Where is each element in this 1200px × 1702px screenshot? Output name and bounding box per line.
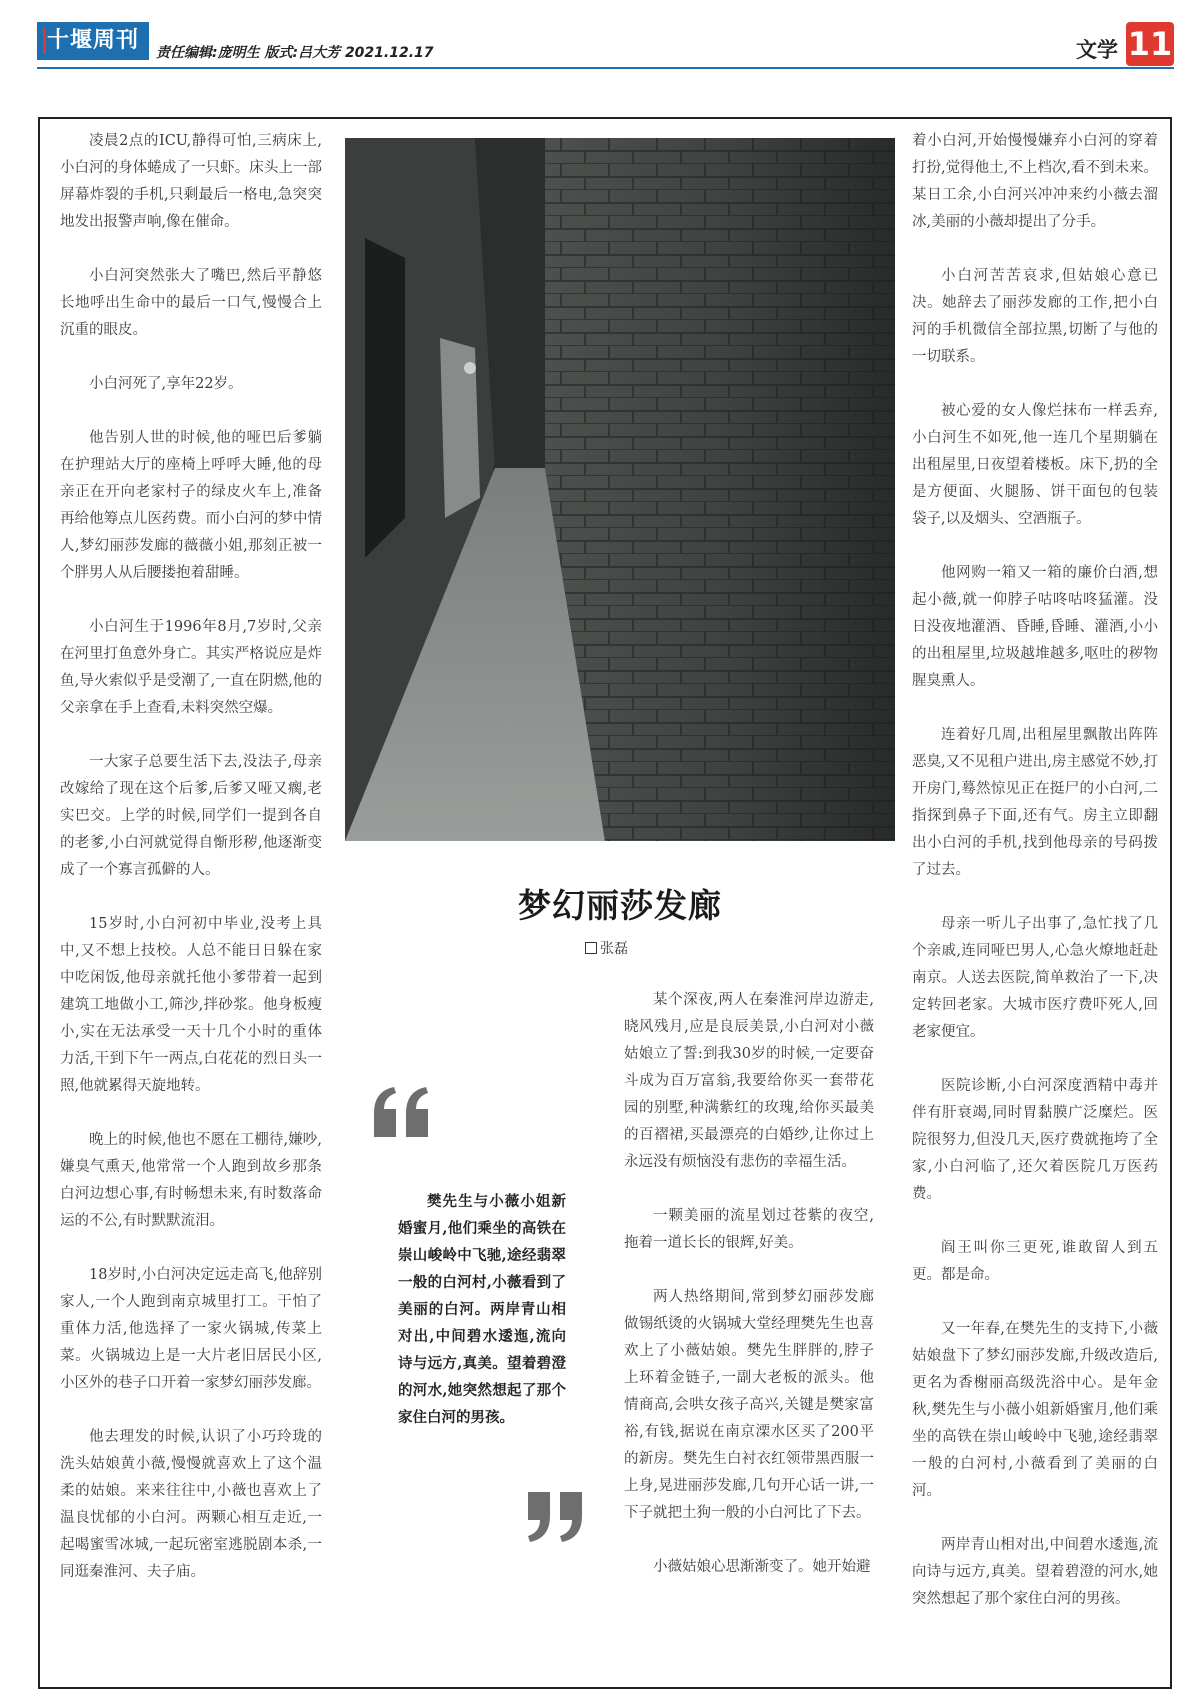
paragraph: 小白河生于1996年8月,7岁时,父亲在河里打鱼意外身亡。其实严格说应是炸鱼,导火索似乎是受潮了,一直在阴燃,他的父亲拿在手上查看,未料突然空爆。 bbox=[60, 619, 322, 716]
page-number-badge: 11 bbox=[1126, 22, 1174, 66]
paragraph: 某个深夜,两人在秦淮河岸边游走,晓风残月,应是良辰美景,小白河对小薇姑娘立了誓:到我30岁的时候,一定要奋斗成为百万富翁,我要给你买一套带花园的别墅,种满紫红的玫瑰,给你买最美的百褶裙,买最漂亮的白婚纱,让你过上永远没有烦恼没有悲伤的幸福生活。 bbox=[624, 992, 874, 1170]
paragraph: 他告别人世的时候,他的哑巴后爹躺在护理站大厅的座椅上呼呼大睡,他的母亲正在开向老家村子的绿皮火车上,准备再给他筹点儿医药费。而小白河的梦中情人,梦幻丽莎发廊的薇薇小姐,那刻正被一个胖男人从后腰搂抱着甜睡。 bbox=[60, 430, 322, 581]
paragraph: 两人热络期间,常到梦幻丽莎发廊做锡纸烫的火锅城大堂经理樊先生也喜欢上了小薇姑娘。樊先生胖胖的,脖子上环着金链子,一副大老板的派头。他情商高,会哄女孩子高兴,关键是樊家富裕,有钱,据说在南京溧水区买了200平的新房。樊先生白衬衣红领带黑西服一上身,晃进丽莎发廊,几句开心话一讲,一下子就把土狗一般的小白河比了下去。 bbox=[624, 1289, 874, 1521]
paragraph: 小白河死了,享年22岁。 bbox=[89, 376, 243, 392]
brick-alley-photo bbox=[345, 138, 895, 841]
paragraph: 医院诊断,小白河深度酒精中毒并伴有肝衰竭,同时胃黏膜广泛糜烂。医院很努力,但没几天,医疗费就拖垮了全家,小白河临了,还欠着医院几万医药费。 bbox=[912, 1078, 1158, 1202]
paragraph: 晚上的时候,他也不愿在工棚待,嫌吵,嫌臭气熏天,他常常一个人跑到故乡那条白河边想心事,有时畅想未来,有时数落命运的不公,有时默默流泪。 bbox=[60, 1132, 322, 1229]
paragraph: 一颗美丽的流星划过苍紫的夜空,拖着一道长长的银辉,好美。 bbox=[624, 1208, 874, 1251]
paragraph: 阎王叫你三更死,谁敢留人到五更。都是命。 bbox=[912, 1240, 1158, 1283]
author-name: 张磊 bbox=[600, 941, 628, 957]
header-rule bbox=[37, 67, 1174, 69]
brick-alley-photo-graphic bbox=[345, 138, 895, 841]
article-title: 梦幻丽莎发廊 bbox=[518, 886, 722, 925]
paragraph: 被心爱的女人像烂抹布一样丢弃,小白河生不如死,他一连几个星期躺在出租屋里,日夜望着楼板。床下,扔的全是方便面、火腿肠、饼干面包的包装袋子,以及烟头、空酒瓶子。 bbox=[912, 403, 1158, 527]
paragraph: 着小白河,开始慢慢嫌弃小白河的穿着打扮,觉得他土,不上档次,看不到未来。某日工余,小白河兴冲冲来约小薇去溜冰,美丽的小薇却提出了分手。 bbox=[912, 133, 1158, 230]
paragraph: 凌晨2点的ICU,静得可怕,三病床上,小白河的身体蜷成了一只虾。床头上一部屏幕炸裂的手机,只剩最后一格电,急突突地发出报警声响,像在催命。 bbox=[60, 133, 322, 230]
paragraph: 小薇姑娘心思渐渐变了。她开始避 bbox=[653, 1559, 871, 1575]
editor-credit-line: 责任编辑:庞明生 版式:吕大芳 2021.12.17 bbox=[156, 45, 434, 61]
logo-accent-bar bbox=[43, 28, 46, 54]
masthead-logo bbox=[37, 22, 149, 60]
paragraph: 小白河突然张大了嘴巴,然后平静悠长地呼出生命中的最后一口气,慢慢合上沉重的眼皮。 bbox=[60, 268, 322, 338]
author-box-icon bbox=[585, 942, 597, 954]
open-quote-icon bbox=[372, 1085, 432, 1140]
paragraph: 母亲一听儿子出事了,急忙找了几个亲戚,连同哑巴男人,心急火燎地赶赴南京。人送去医院,简单救治了一下,决定转回老家。大城市医疗费吓死人,回老家便宜。 bbox=[912, 916, 1158, 1040]
section-label: 文学 bbox=[1076, 38, 1118, 62]
article-column-3 bbox=[912, 128, 1158, 1640]
logo-text: 十堰周刊 bbox=[46, 28, 139, 53]
paragraph: 18岁时,小白河决定远走高飞,他辞别家人,一个人跑到南京城里打工。干怕了重体力活,他选择了一家火锅城,传菜上菜。火锅城边上是一大片老旧居民小区,小区外的巷子口开着一家梦幻丽莎发廊。 bbox=[60, 1267, 322, 1391]
paragraph: 一大家子总要生活下去,没法子,母亲改嫁给了现在这个后爹,后爹又哑又瘸,老实巴交。上学的时候,同学们一提到各自的老爹,小白河就觉得自惭形秽,他逐渐变成了一个寡言孤僻的人。 bbox=[60, 754, 322, 878]
article-column-2 bbox=[624, 987, 874, 1608]
page-header bbox=[0, 0, 1200, 90]
paragraph: 两岸青山相对出,中间碧水逶迤,流向诗与远方,真美。望着碧澄的河水,她突然想起了那个家住白河的男孩。 bbox=[912, 1537, 1158, 1607]
paragraph: 又一年春,在樊先生的支持下,小薇姑娘盘下了梦幻丽莎发廊,升级改造后,更名为香榭丽高级洗浴中心。是年金秋,樊先生与小薇小姐新婚蜜月,他们乘坐的高铁在崇山峻岭中飞驰,途经翡翠一般的白河村,小薇看到了美丽的白河。 bbox=[912, 1321, 1158, 1499]
close-quote-icon bbox=[524, 1490, 584, 1545]
paragraph: 15岁时,小白河初中毕业,没考上具中,又不想上技校。人总不能日日躲在家中吃闲饭,他母亲就托他小爹带着一起到建筑工地做小工,筛沙,拌砂浆。他身板瘦小,实在无法承受一天十几个小时的重体力活,干到下午一两点,白花花的烈日头一照,他就累得天旋地转。 bbox=[60, 916, 322, 1094]
pull-quote: 樊先生与小薇小姐新婚蜜月,他们乘坐的高铁在崇山峻岭中飞驰,途经翡翠一般的白河村,小薇看到了美丽的白河。两岸青山相对出,中间碧水逶迤,流向诗与远方,真美。望着碧澄的河水,她突然想起了那个家住白河的男孩。 bbox=[398, 1193, 566, 1426]
article-author bbox=[585, 938, 628, 958]
paragraph: 小白河苦苦哀求,但姑娘心意已决。她辞去了丽莎发廊的工作,把小白河的手机微信全部拉黑,切断了与他的一切联系。 bbox=[912, 268, 1158, 365]
article-column-1 bbox=[60, 128, 322, 1613]
paragraph: 他去理发的时候,认识了小巧玲珑的洗头姑娘黄小薇,慢慢就喜欢上了这个温柔的姑娘。来来往往中,小薇也喜欢上了温良忧郁的小白河。两颗心相互走近,一起喝蜜雪冰城,一起玩密室逃脱剧本杀,一同逛秦淮河、夫子庙。 bbox=[60, 1429, 322, 1580]
paragraph: 他网购一箱又一箱的廉价白酒,想起小薇,就一仰脖子咕咚咕咚猛灌。没日没夜地灌酒、昏睡,昏睡、灌酒,小小的出租屋里,垃圾越堆越多,呕吐的秽物腥臭熏人。 bbox=[912, 565, 1158, 689]
paragraph: 连着好几周,出租屋里飘散出阵阵恶臭,又不见租户进出,房主感觉不妙,打开房门,蓦然惊见正在挺尸的小白河,二指探到鼻子下面,还有气。房主立即翻出小白河的手机,找到他母亲的号码拨了过去。 bbox=[912, 727, 1158, 878]
